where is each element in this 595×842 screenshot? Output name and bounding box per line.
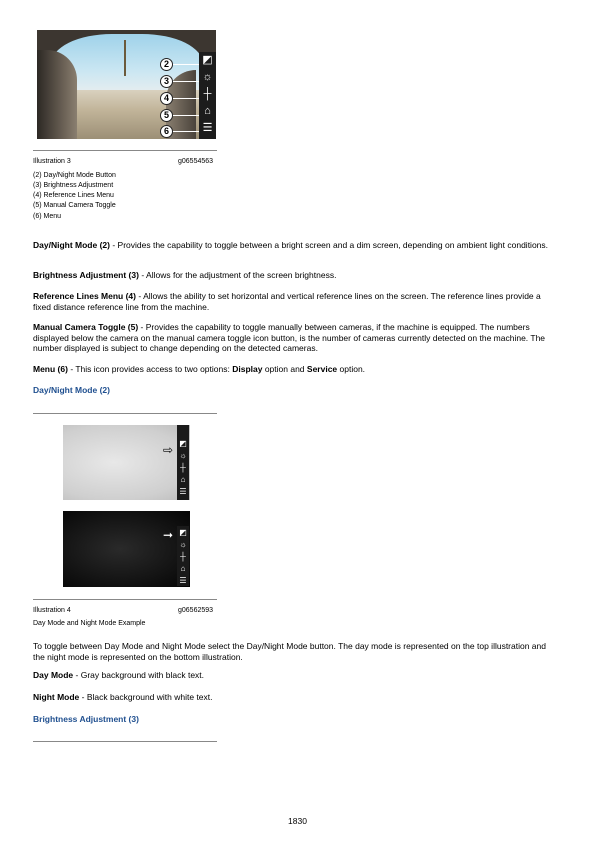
leader-line [173, 64, 199, 65]
description: option. [337, 364, 366, 374]
night-mode-image [63, 511, 190, 587]
reference-lines-icon: ┼ [180, 463, 186, 472]
camera-toggle-icon: ⌂ [180, 564, 186, 573]
camera-toggle-icon: ⌂ [204, 105, 211, 117]
legend-item: Day Mode and Night Mode Example [33, 620, 146, 627]
description: - This icon provides access to two options: [67, 364, 233, 374]
paragraph-brightness [33, 270, 553, 281]
term: Menu (6) [33, 364, 68, 374]
section-rule [33, 741, 217, 742]
callout-5: 5 [160, 109, 173, 122]
callout-3: 3 [160, 75, 173, 88]
term: Night Mode [33, 692, 80, 702]
description: - Allows for the adjustment of the screen brightness. [138, 270, 337, 280]
paragraph-menu [33, 364, 553, 375]
term: Day/Night Mode (2) [33, 240, 110, 250]
legend-item: (6) Menu [33, 213, 62, 220]
section-heading-brightness: Brightness Adjustment (3) [33, 714, 139, 724]
day-night-icon: ◩ [179, 528, 187, 537]
illustration-4-label: Illustration 4 [33, 607, 71, 614]
description: - Black background with white text. [79, 692, 213, 702]
paragraph-reference-lines [33, 291, 553, 312]
legend-item: (4) Reference Lines Menu [33, 192, 114, 199]
term: Manual Camera Toggle (5) [33, 322, 139, 332]
callout-6: 6 [160, 125, 173, 138]
paragraph-toggle: To toggle between Day Mode and Night Mode select the Day/Night Mode button. The day mode is represented on the top illustration and the night mode is represented on the bottom illustration. [33, 641, 546, 662]
day-night-icon: ◩ [202, 54, 213, 66]
camera-icon-strip [199, 52, 216, 139]
brightness-icon: ☼ [179, 451, 187, 460]
leader-line [173, 81, 199, 82]
callout-2: 2 [160, 58, 173, 71]
paragraph-camera-toggle [33, 322, 553, 354]
crane-hook [124, 40, 126, 76]
caption-rule [33, 150, 217, 151]
machine-left-edge [37, 50, 77, 139]
page-number: 1830 [288, 816, 307, 826]
leader-line [173, 131, 199, 132]
callout-4: 4 [160, 92, 173, 105]
caption-rule [33, 599, 217, 600]
description: - Allows the ability to set horizontal and vertical reference lines on the screen. The reference lines provide a fixed distance reference line from the machine. [33, 291, 541, 312]
camera-toggle-icon: ⌂ [180, 475, 186, 484]
illustration-4-code: g06562593 [178, 607, 214, 614]
paragraph-day-mode [33, 670, 553, 681]
service-option: Service [306, 364, 338, 374]
description: option and [262, 364, 307, 374]
leader-line [173, 98, 199, 99]
description: - Gray background with black text. [73, 670, 205, 680]
term: Day Mode [33, 670, 74, 680]
section-heading-day-night: Day/Night Mode (2) [33, 385, 110, 395]
legend-item: (3) Brightness Adjustment [33, 182, 114, 189]
legend-item: (2) Day/Night Mode Button [33, 172, 116, 179]
term: Brightness Adjustment (3) [33, 270, 139, 280]
illustration-3-label: Illustration 3 [33, 158, 71, 165]
paragraph-night-mode [33, 692, 553, 703]
day-night-icon: ◩ [179, 439, 187, 448]
menu-icon: ☰ [179, 576, 187, 585]
term: Reference Lines Menu (4) [33, 291, 136, 301]
illustration-3-image [37, 30, 216, 139]
brightness-icon: ☼ [202, 71, 213, 83]
brightness-icon: ☼ [179, 540, 187, 549]
illustration-3-code: g06554563 [178, 158, 214, 165]
legend-item: (5) Manual Camera Toggle [33, 202, 116, 209]
camera-icon-strip [177, 526, 189, 586]
leader-line [173, 115, 199, 116]
paragraph-day-night [33, 240, 553, 251]
display-option: Display [232, 364, 263, 374]
menu-icon: ☰ [202, 122, 213, 134]
section-rule [33, 413, 217, 414]
blank-icon [178, 427, 188, 437]
description: - Provides the capability to toggle between a bright screen and a dim screen, depending on ambient light conditions. [109, 240, 549, 250]
reference-lines-icon: ┼ [203, 88, 212, 100]
camera-icon-strip [177, 425, 189, 500]
reference-lines-icon: ┼ [180, 552, 186, 561]
arrow-right-icon: ➞ [163, 528, 174, 542]
arrow-right-icon: ⇨ [163, 443, 174, 457]
description: - Provides the capability to toggle manually between cameras, if the machine is equipped. The numbers displayed below the camera on the manual camera toggle icon button, is the number of cameras currently detected on the machine. The number displayed is subject to change depending on the detected cameras. [33, 322, 546, 353]
menu-icon: ☰ [179, 487, 187, 496]
day-mode-image [63, 425, 190, 500]
